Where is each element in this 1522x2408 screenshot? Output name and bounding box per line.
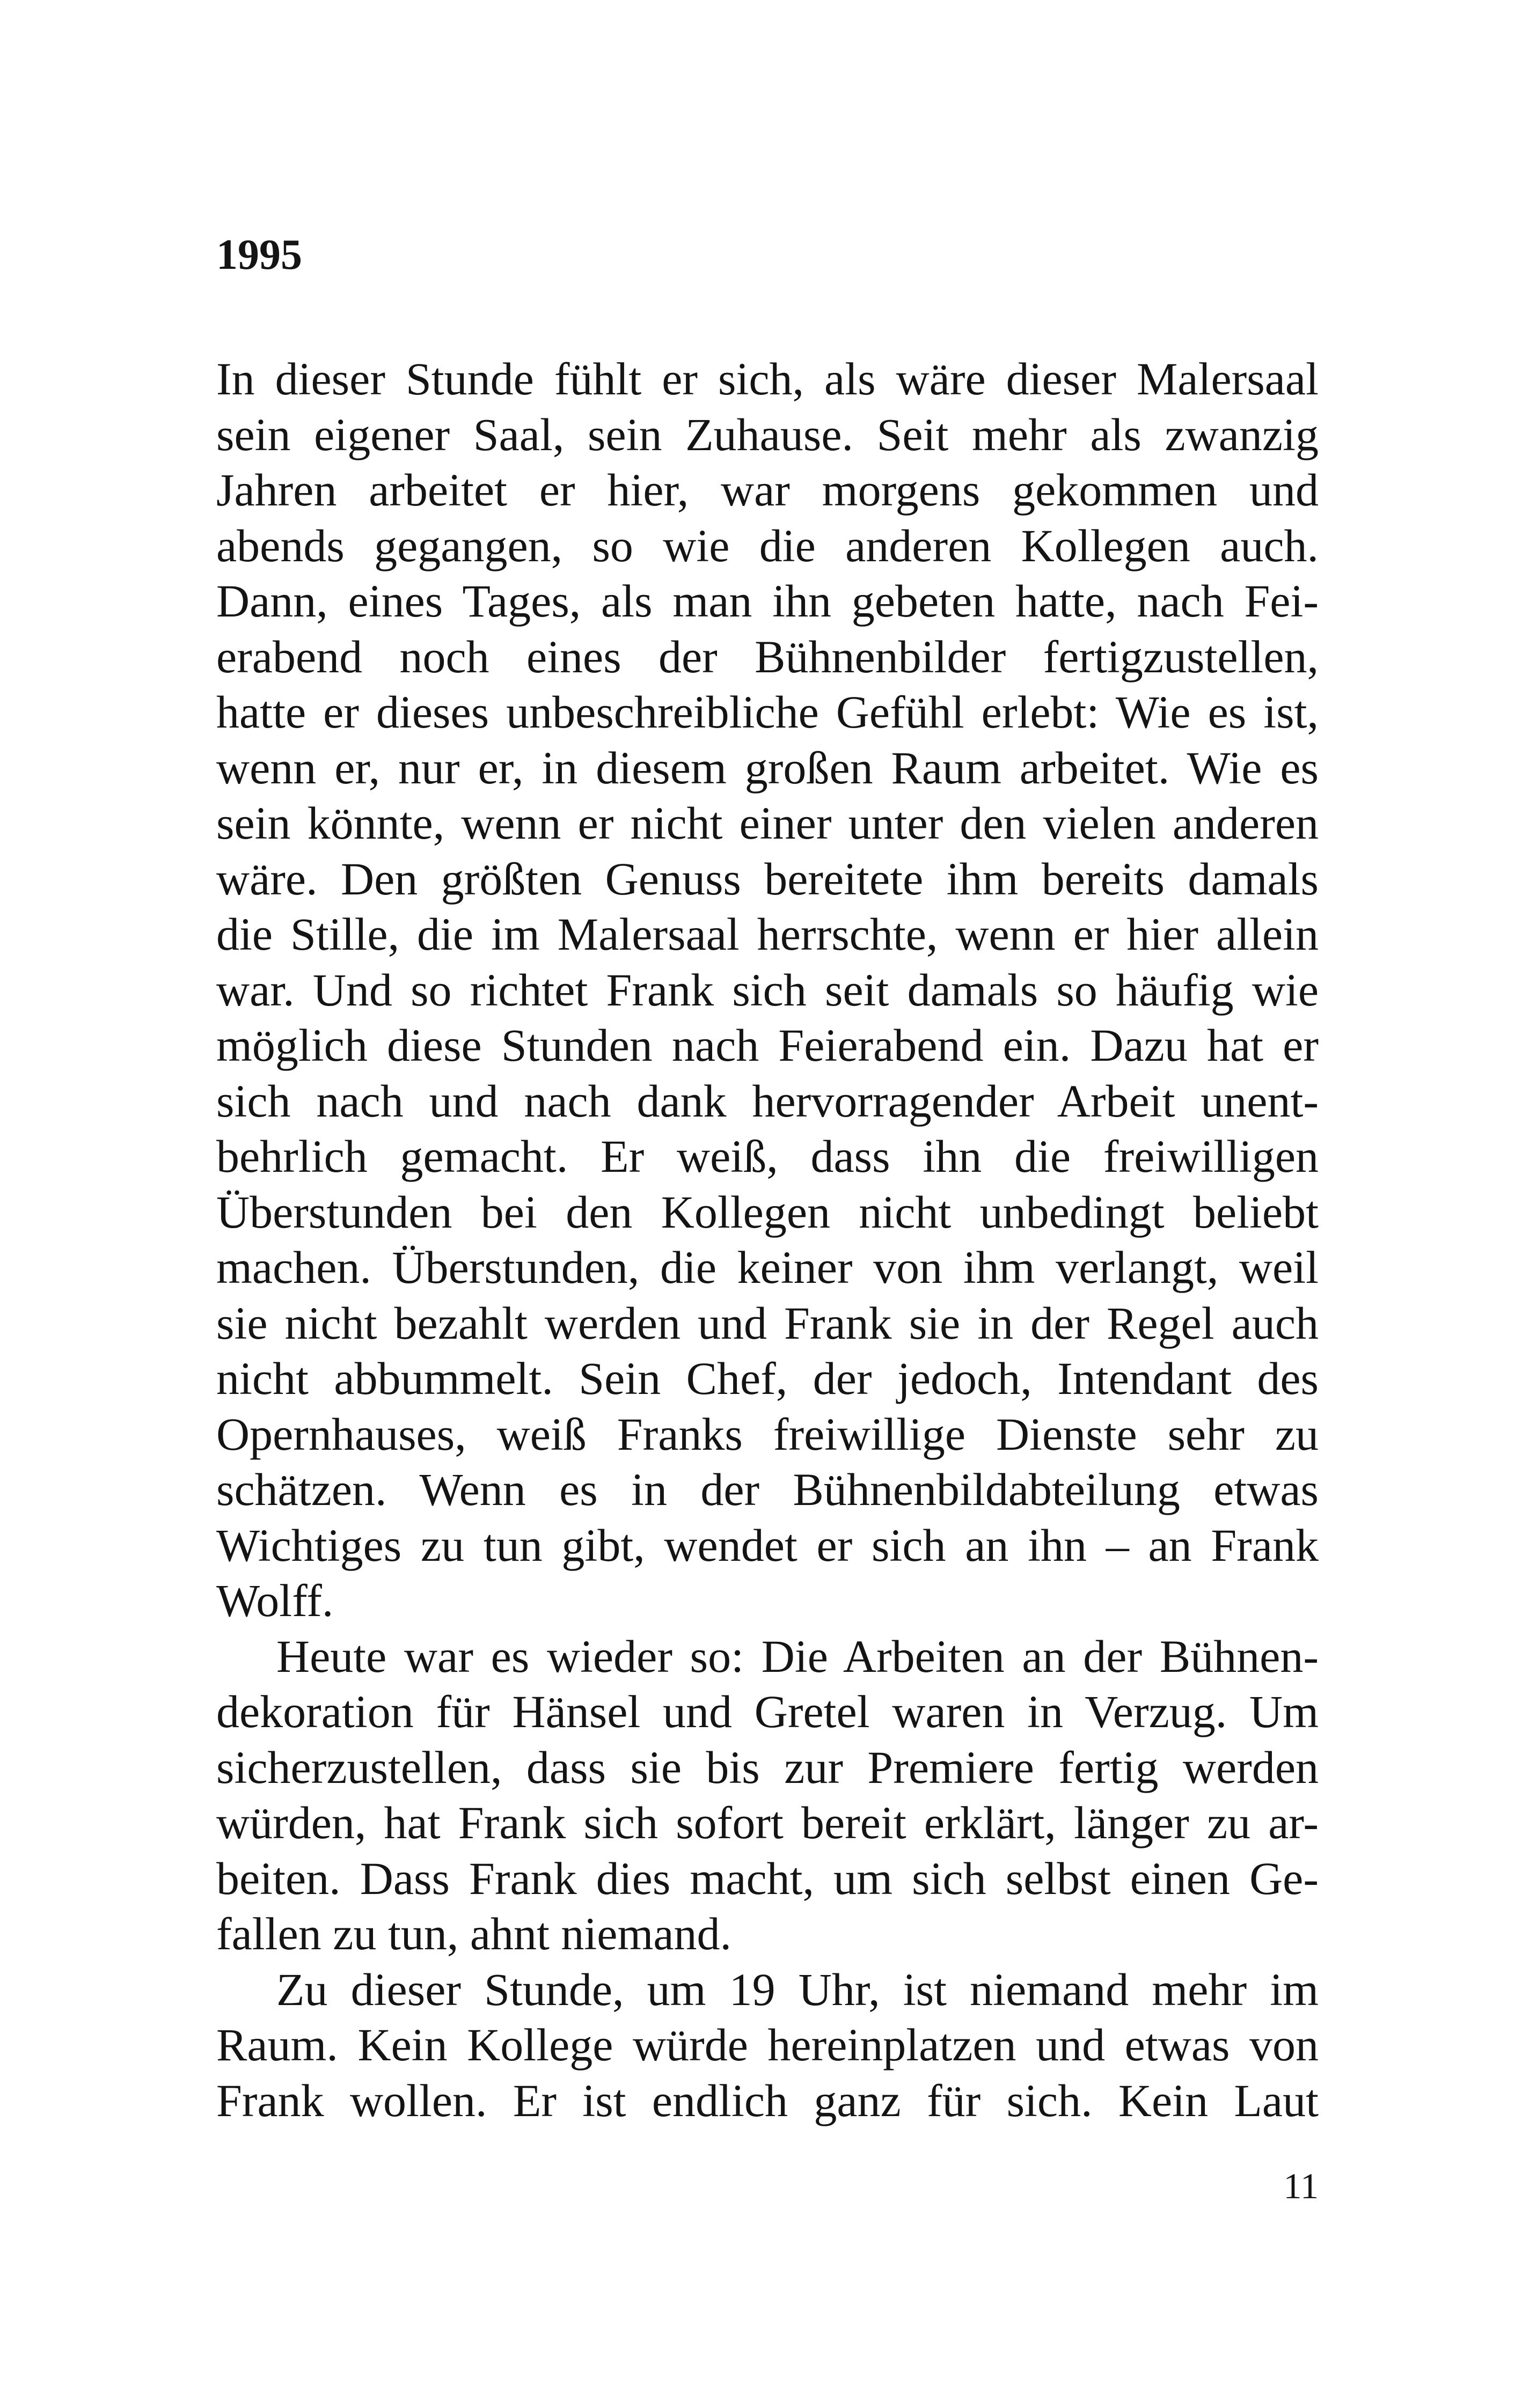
text-line: Überstunden bei den Kollegen nicht unbedingt beliebt	[216, 1186, 1319, 1238]
text-line: fallen zu tun, ahnt niemand.	[216, 1908, 732, 1959]
text-line: erabend noch eines der Bühnenbilder fertigzustellen,	[216, 630, 1319, 682]
text-line: wäre. Den größten Genuss bereitete ihm bereits damals	[216, 853, 1319, 905]
text-line: In dieser Stunde fühlt er sich, als wäre dieser Malersaal	[216, 353, 1319, 405]
text-line: Wichtiges zu tun gibt, wendet er sich an ihn – an Frank	[216, 1519, 1319, 1571]
text-line: Wolff.	[216, 1575, 334, 1626]
text-line: die Stille, die im Malersaal herrschte, wenn er hier allein	[216, 908, 1319, 960]
text-line: sie nicht bezahlt werden und Frank sie in der Regel auch	[216, 1297, 1319, 1349]
text-line: hatte er dieses unbeschreibliche Gefühl erlebt: Wie es ist,	[216, 686, 1319, 738]
text-line: Zu dieser Stunde, um 19 Uhr, ist niemand mehr im	[276, 1963, 1319, 2015]
text-line: sich nach und nach dank hervorragender Arbeit unent-	[216, 1075, 1319, 1127]
text-line: Dann, eines Tages, als man ihn gebeten hatte, nach Fei-	[216, 575, 1319, 627]
text-line: machen. Überstunden, die keiner von ihm verlangt, weil	[216, 1242, 1319, 1293]
text-line: würden, hat Frank sich sofort bereit erklärt, länger zu ar-	[216, 1797, 1319, 1848]
text-line: schätzen. Wenn es in der Bühnenbildabteilung etwas	[216, 1464, 1319, 1515]
text-line: Jahren arbeitet er hier, war morgens gekommen und	[216, 464, 1319, 516]
text-line: nicht abbummelt. Sein Chef, der jedoch, Intendant des	[216, 1353, 1319, 1404]
text-line: beiten. Dass Frank dies macht, um sich selbst einen Ge-	[216, 1852, 1319, 1904]
text-line: dekoration für Hänsel und Gretel waren in Verzug. Um	[216, 1686, 1319, 1737]
text-line: möglich diese Stunden nach Feierabend ein. Dazu hat er	[216, 1019, 1319, 1071]
text-line: sicherzustellen, dass sie bis zur Premiere fertig werden	[216, 1741, 1319, 1793]
page-number: 11	[1283, 2165, 1319, 2206]
text-line: sein eigener Saal, sein Zuhause. Seit mehr als zwanzig	[216, 408, 1319, 460]
text-line: sein könnte, wenn er nicht einer unter den vielen anderen	[216, 797, 1319, 849]
text-line: Raum. Kein Kollege würde hereinplatzen und etwas von	[216, 2019, 1319, 2071]
text-line: Opernhauses, weiß Franks freiwillige Dienste sehr zu	[216, 1408, 1319, 1460]
text-line: behrlich gemacht. Er weiß, dass ihn die freiwilligen	[216, 1130, 1319, 1182]
text-line: wenn er, nur er, in diesem großen Raum arbeitet. Wie es	[216, 742, 1319, 794]
text-line: Heute war es wieder so: Die Arbeiten an der Bühnen-	[276, 1630, 1319, 1682]
text-line: war. Und so richtet Frank sich seit damals so häufig wie	[216, 964, 1319, 1016]
text-line: abends gegangen, so wie die anderen Kollegen auch.	[216, 519, 1319, 571]
chapter-heading: 1995	[216, 231, 302, 278]
text-line: Frank wollen. Er ist endlich ganz für sich. Kein Laut	[216, 2074, 1319, 2126]
body-text	[216, 351, 1319, 2128]
